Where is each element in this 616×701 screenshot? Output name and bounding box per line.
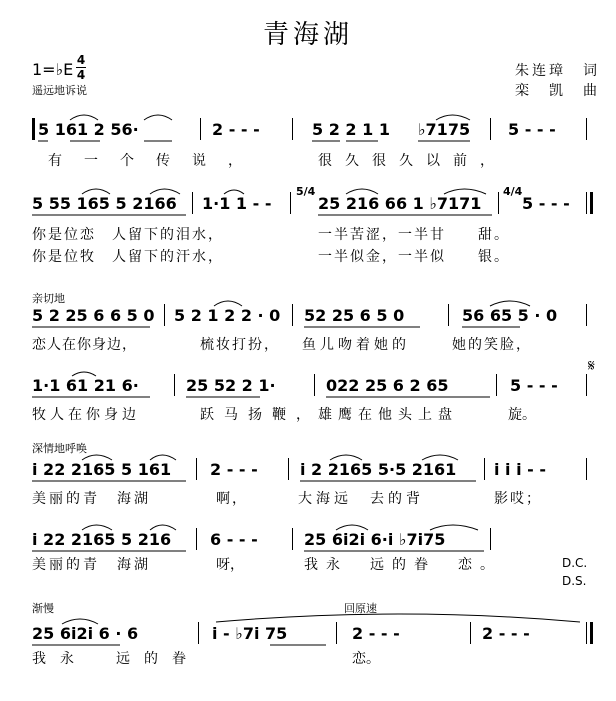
measure: i i i - - (494, 460, 547, 479)
lyric-line: 雄鹰在他头上盘 (318, 407, 458, 423)
bar-line (490, 528, 491, 550)
bar-line (586, 118, 587, 140)
bar-line (586, 374, 587, 396)
segno-icon: 𝄋 (588, 356, 595, 375)
lyric-line: 我永 远的眷 (32, 651, 200, 667)
bar-line (164, 304, 165, 326)
measure: i 22 2165 5 161 (32, 460, 172, 479)
lyric-line: 我永 远的眷 恋。 (304, 557, 502, 573)
bar-line (490, 118, 491, 140)
lyric-line: 一半似金，一半似 银。 (318, 249, 510, 265)
bar-line (336, 622, 337, 644)
lyric-line: 跃马扬鞭， (200, 407, 320, 423)
measure: i 2 2165 5·5 2161 (300, 460, 457, 479)
bar-line (498, 192, 499, 214)
measure: 022 25 6 2 65 (326, 376, 449, 395)
bar-line (292, 304, 293, 326)
tempo-mark: 遥远地诉说 (32, 84, 87, 97)
bar-line (288, 458, 289, 480)
da-capo-mark: D.C. (562, 556, 588, 570)
measure: 25 6i2i 6 · 6 (32, 624, 139, 643)
lyric-line: 一半苦涩，一半甘 甜。 (318, 227, 510, 243)
lyric-line: 旋。 (508, 407, 536, 423)
measure: 5 161 2 56· (38, 120, 139, 139)
measure: 25 216 66 1 ♭7171 (318, 194, 482, 213)
time-signature (76, 54, 86, 81)
measure: 6 - - - (210, 530, 258, 549)
bar-line (586, 622, 587, 644)
lyric-line: 美丽的青 海湖 (32, 557, 151, 573)
lyric-line: 恋。 (352, 651, 380, 667)
bar-line (198, 622, 199, 644)
lyric-line: 你是位恋 人留下的泪水， (32, 227, 224, 243)
slur (216, 614, 580, 622)
lyricist-credit: 朱连璋 词 (515, 63, 600, 79)
measure: 2 - - - (210, 460, 258, 479)
expression-mark: 渐慢 (32, 602, 54, 615)
bar-line (192, 192, 193, 214)
lyric-line: 她的笑脸， (452, 337, 532, 353)
expression-mark: 亲切地 (32, 292, 65, 305)
time-change: 5/4 (296, 185, 316, 198)
measure: 2 - - - (212, 120, 260, 139)
bar-line (496, 374, 497, 396)
bar-line (196, 528, 197, 550)
measure: i - ♭7i 75 (212, 624, 288, 643)
bar-line (200, 118, 201, 140)
bar-line (174, 374, 175, 396)
measure: 1·1 1 - - (202, 194, 272, 213)
lyric-line: 美丽的青 海湖 (32, 491, 151, 507)
expression-mark: 回原速 (344, 602, 377, 615)
lyric-line: 梳妆打扮， (200, 337, 280, 353)
slur (144, 115, 172, 120)
bar-line (196, 458, 197, 480)
measure: 2 - - - (482, 624, 530, 643)
final-bar (590, 192, 593, 214)
bar-line (314, 374, 315, 396)
measure: 5 - - - (522, 194, 570, 213)
time-sig-bottom: 4 (76, 68, 86, 82)
measure: 2 - - - (352, 624, 400, 643)
repeat-start-bar (32, 118, 35, 140)
key-signature: 1=♭E (32, 60, 74, 79)
time-sig-top: 4 (76, 53, 86, 67)
final-bar (590, 622, 593, 644)
measure: 1·1 61 21 6· (32, 376, 139, 395)
measure: 5 2 2 1 1 (312, 120, 390, 139)
measure: 5 - - - (508, 120, 556, 139)
bar-line (586, 458, 587, 480)
measure: 5 2 25 6 6 5 0 (32, 306, 155, 325)
composer-credit: 栾 凯 曲 (515, 83, 600, 99)
bar-line (586, 304, 587, 326)
bar-line (448, 304, 449, 326)
bar-line (292, 118, 293, 140)
dal-segno-mark: D.S. (562, 574, 587, 588)
bar-line (292, 528, 293, 550)
lyric-line: 你是位牧 人留下的汗水， (32, 249, 224, 265)
bar-line (586, 192, 587, 214)
measure: 52 25 6 5 0 (304, 306, 405, 325)
measure: 5 55 165 5 2166 (32, 194, 177, 213)
measure: 25 52 2 1· (186, 376, 276, 395)
lyric-line: 啊， (216, 491, 248, 507)
lyric-line: 呀， (216, 557, 244, 573)
time-change: 4/4 (503, 185, 523, 198)
measure: ♭7175 (418, 120, 471, 139)
bar-line (470, 622, 471, 644)
measure: 5 - - - (510, 376, 558, 395)
lyric-line: 很久很久以前， (318, 153, 507, 169)
bar-line (290, 192, 291, 214)
measure: 56 65 5 · 0 (462, 306, 558, 325)
lyric-line: 牧人在你身边 (32, 407, 140, 423)
measure: 5 2 1 2 2 · 0 (174, 306, 281, 325)
measure: i 22 2165 5 216 (32, 530, 172, 549)
song-title: 青海湖 (262, 20, 353, 50)
bar-line (484, 458, 485, 480)
lyric-line: 鱼儿吻着她的 (302, 337, 410, 353)
lyric-line: 大海远 去的背 (298, 491, 424, 507)
expression-mark: 深情地呼唤 (32, 442, 87, 455)
lyric-line: 影哎； (494, 491, 542, 507)
lyric-line: 有一个传说， (48, 153, 264, 169)
lyric-line: 恋人在你身边， (32, 337, 137, 353)
measure: 25 6i2i 6·i ♭7i75 (304, 530, 446, 549)
